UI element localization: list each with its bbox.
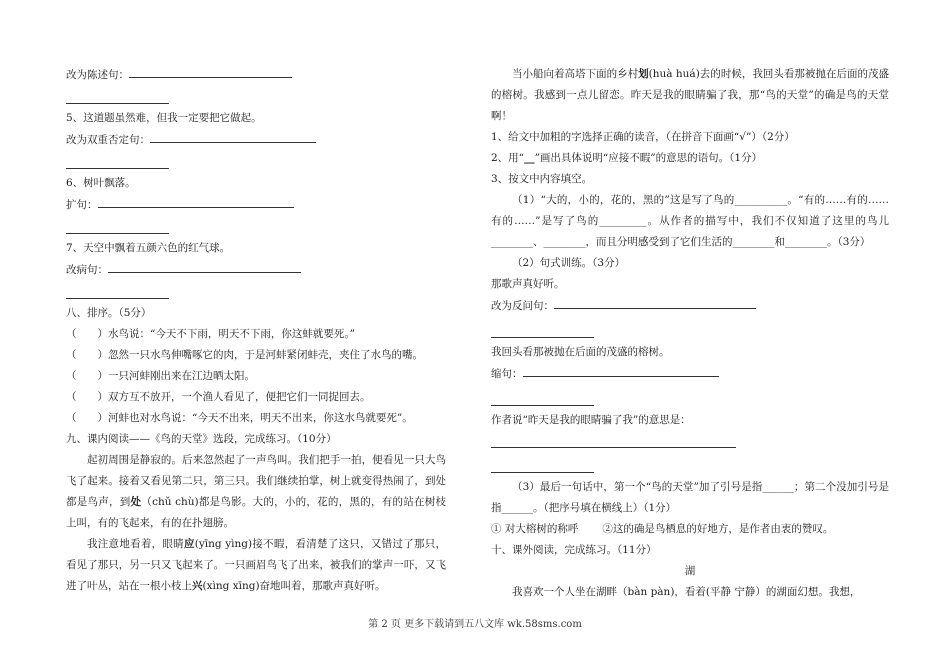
story-paragraph: 我喜欢一个人坐在湖畔（bàn pàn)，看着(平静 宁静）的湖面幻想。我想， [512, 586, 861, 598]
reading-paragraph-2 [66, 534, 446, 597]
question-3-3: （3）最后一句话中，第一个“鸟的天堂”加了引号是指______；第二个没加引号是指______。（把序号填在横线上）（1分） [491, 481, 889, 514]
paragraph-text: （chǔ chù)都是鸟影。大的，小的，花的，黑的，有的站在树枝上叫，有的飞起来，有的在扑翅膀。 [66, 496, 447, 529]
question-3-1: （1）“大的，小的，花的，黑的”这是写了鸟的__________。“有的……有的……有的……”是写了鸟的_________。从作者的描写中，我们不仅知道了这里的鸟儿________、________，而且分明感受到了它们生活的________和________。（3分） [491, 194, 889, 248]
question-5: 5、这道题虽然难，但我一定要把它做起。 [66, 112, 262, 124]
section-9-title: 九、课内阅读——《鸟的天堂》选段，完成练习。（10分） [66, 433, 337, 445]
answer-blank[interactable] [66, 281, 169, 299]
paragraph-text: (xìng xīng)奋地叫着，那歌声真好听。 [202, 580, 386, 592]
paragraph-text: 起初周围是静寂的。后来忽然起了一声鸟叫。我们把手一拍，便看见一只大鸟飞了起来。接着又看见第二只，第三只。我们继续拍掌，树上就变得热闹了，到处都是鸟声，到 [66, 454, 446, 508]
bold-char: 划 [638, 68, 649, 80]
underline-mark: __ [524, 152, 535, 164]
question-3-2: （2）句式训练。（3分） [512, 257, 626, 269]
answer-blank[interactable] [523, 363, 719, 377]
story-title: 湖 [684, 565, 696, 577]
right-column [491, 64, 889, 603]
answer-blank[interactable] [150, 129, 316, 143]
rewrite-double-negative [66, 129, 446, 151]
question-1: 1、给文中加粗的字选择正确的读音，（在拼音下面画“√”）（2分） [491, 131, 795, 143]
answer-blank[interactable] [554, 295, 756, 309]
question-text: ”画出具体说明“应接不暇”的意思的语句。（1分） [534, 152, 763, 164]
answer-blank[interactable] [129, 64, 292, 78]
question-text: 2、用“ [491, 152, 525, 164]
paragraph-text: 我注意地看着，眼睛 [87, 538, 184, 550]
prompt-label: 改为陈述句： [66, 69, 129, 81]
prompt-label: 缩句： [491, 368, 523, 380]
question-7: 7、天空中飘着五颜六色的红气球。 [66, 242, 231, 254]
sort-item: （ ）一只河蚌刚出来在江边晒太阳。 [66, 370, 255, 382]
left-column [66, 64, 446, 597]
prompt-label: 改为反问句： [491, 300, 554, 312]
bold-char: 处 [130, 496, 142, 508]
answer-blank[interactable] [66, 216, 169, 234]
answer-blank[interactable] [491, 452, 594, 473]
question-2 [491, 148, 889, 169]
sort-item: （ ）河蚌也对水鸟说：“今天不出来，明天不出来，你这水鸟就要死”。 [66, 412, 413, 424]
rewrite-declarative [66, 64, 446, 86]
sort-item: （ ）忽然一只水鸟伸嘴啄它的肉，于是河蚌紧闭蚌壳，夹住了水鸟的嘴。 [66, 349, 423, 361]
rewrite-rhetorical [491, 295, 889, 317]
reading-paragraph-1 [66, 450, 446, 534]
reading-paragraph-3 [491, 64, 889, 127]
answer-blank[interactable] [66, 86, 169, 104]
section-8-title: 八、排序。（5分） [66, 307, 152, 319]
section-10-title: 十、课外阅读，完成练习。（11分） [491, 544, 657, 556]
question-3: 3、按文中内容填空。 [491, 173, 593, 185]
option-1: ① 对大榕树的称呼 [491, 523, 579, 535]
options [491, 519, 889, 540]
answer-blank[interactable] [491, 317, 594, 338]
shorten-sentence [491, 363, 889, 385]
sentence-3: 作者说“昨天是我的眼睛骗了我”的意思是： [491, 414, 691, 426]
prompt-label: 改为双重否定句： [66, 134, 150, 146]
answer-blank[interactable] [491, 385, 594, 406]
fix-sentence [66, 259, 446, 281]
sort-item: （ ）双方互不放开，一个渔人看见了，便把它们一同捉回去。 [66, 391, 371, 403]
paragraph-text: (yīng yìng)接不暇，看清楚了这只，又错过了那只，看见了那只，另一只又飞起来了。一只画眉鸟飞了出来，被我们的掌声一吓，又飞进了叶丛，站在一根小枝上 [66, 538, 447, 592]
answer-blank[interactable] [98, 194, 294, 208]
answer-blank[interactable] [108, 259, 301, 273]
sentence-1: 那歌声真好听。 [491, 278, 565, 290]
prompt-label: 扩句： [66, 199, 98, 211]
expand-sentence [66, 194, 446, 216]
page-footer: 第 2 页 更多下载请到五八文库 wk.58sms.com [368, 619, 582, 630]
sentence-2: 我回头看那被抛在后面的茂盛的榕树。 [491, 346, 670, 358]
bold-char: 兴 [192, 580, 203, 592]
option-2: ②这的确是鸟栖息的好地方，是作者由衷的赞叹。 [602, 523, 834, 535]
sort-item: （ ）水鸟说：“今天不下雨，明天不下雨，你这蚌就要死。” [66, 328, 355, 340]
paragraph-text: (huà huá)去的时候，我回头看那被抛在后面的茂盛的榕树。我感到一点儿留恋。昨天是我的眼睛骗了我，那“鸟的天堂”的确是鸟的天堂啊！ [491, 68, 890, 122]
answer-blank[interactable] [66, 151, 169, 169]
bold-char: 应 [183, 538, 195, 550]
paragraph-text: 当小船向着高塔下面的乡村 [512, 68, 639, 80]
question-6: 6、树叶飘落。 [66, 177, 136, 189]
answer-blank[interactable] [491, 431, 736, 448]
prompt-label: 改病句： [66, 264, 108, 276]
